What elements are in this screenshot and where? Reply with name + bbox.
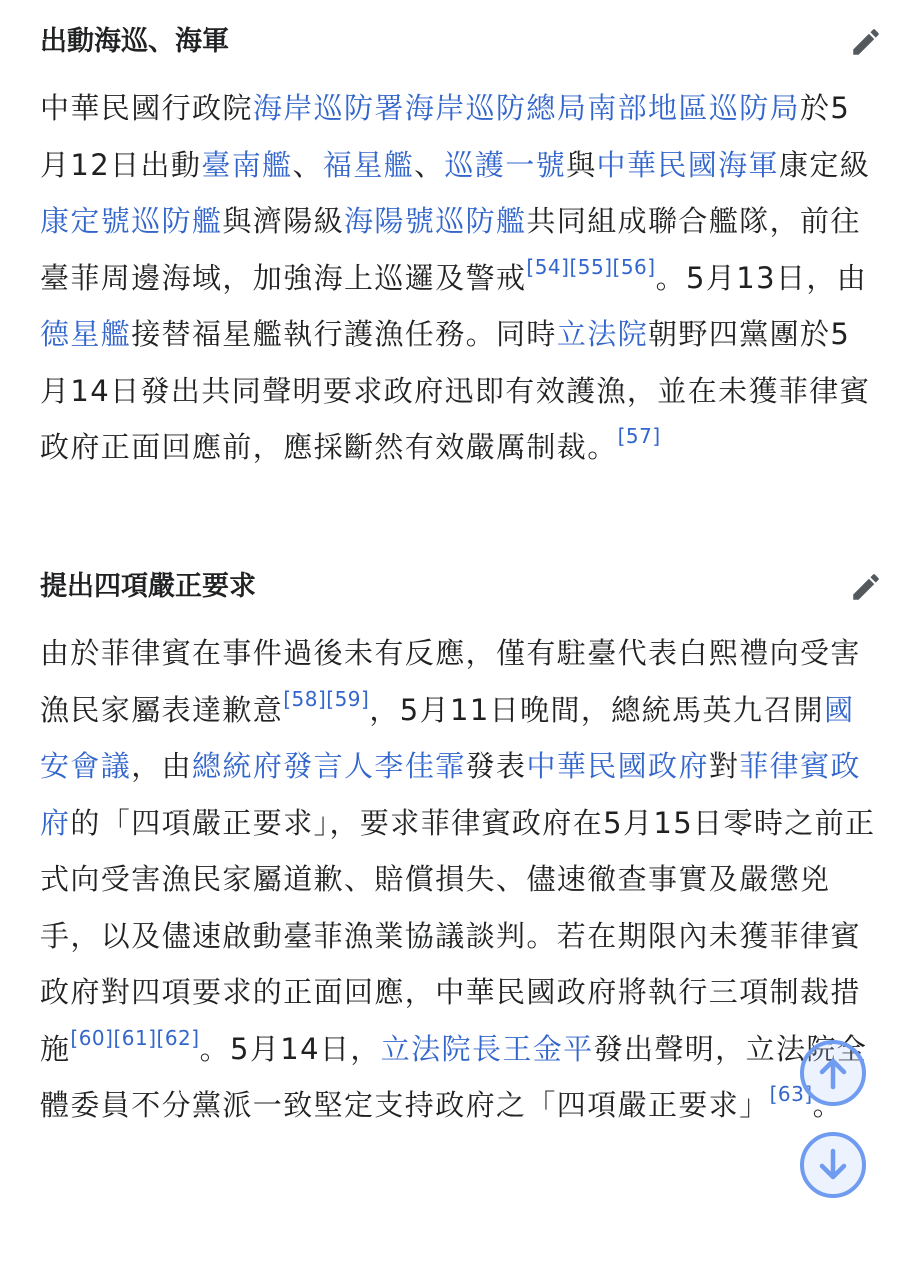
- reference-link[interactable]: [56]: [612, 254, 656, 279]
- paragraph-text: 發出聲明，立法院全體委員不分黨派一致堅定支持政府之「四項嚴正要求」: [40, 1031, 868, 1122]
- article-link[interactable]: 德星艦: [40, 317, 132, 351]
- section-paragraph: [40, 625, 878, 1134]
- article-link[interactable]: 立法院: [556, 317, 649, 351]
- article-link[interactable]: 國安會議: [40, 692, 855, 783]
- paragraph-text: 共同組成聯合艦隊，前往臺菲周邊海域，加強海上巡邏及警戒: [40, 204, 861, 295]
- article-link[interactable]: 海陽號巡防艦: [344, 204, 527, 238]
- article-link[interactable]: 立法院長王金平: [380, 1031, 594, 1066]
- section-deploy-coast-guard: [40, 22, 878, 476]
- article-link[interactable]: 康定號巡防艦: [40, 204, 223, 238]
- article-link[interactable]: 總統府發言人李佳霏: [192, 749, 466, 783]
- reference-link[interactable]: [57]: [617, 424, 661, 448]
- article-link[interactable]: 菲律賓政府: [40, 749, 861, 840]
- scroll-up-button[interactable]: [800, 1040, 866, 1106]
- paragraph-text: 康定級: [778, 147, 871, 182]
- article-link[interactable]: 福星艦: [322, 147, 415, 182]
- reference-link[interactable]: [62]: [156, 1025, 200, 1050]
- reference-link[interactable]: [63]: [769, 1082, 813, 1106]
- paragraph-text: 於5月12日出動: [40, 91, 851, 182]
- paragraph-text: 對: [708, 749, 740, 783]
- arrow-down-icon: [813, 1145, 853, 1185]
- scroll-down-button[interactable]: [800, 1132, 866, 1198]
- article-link[interactable]: 巡護一號: [444, 147, 567, 182]
- pencil-icon: [849, 25, 883, 59]
- paragraph-text: 、: [414, 147, 445, 182]
- reference-link[interactable]: [59]: [326, 686, 370, 711]
- edit-section-button[interactable]: [844, 20, 888, 64]
- paragraph-text: 接替福星艦執行護漁任務。同時: [131, 317, 557, 351]
- paragraph-text: 朝野四黨團於5月14日發出共同聲明要求政府迅即有效護漁，並在未獲菲律賓政府正面回應前，應採斷然有效嚴厲制裁。: [40, 317, 871, 464]
- reference-link[interactable]: [60]: [70, 1025, 114, 1050]
- article-link[interactable]: 中華民國海軍: [596, 147, 779, 182]
- paragraph-text: 。5月14日，: [199, 1031, 381, 1066]
- section-heading: 出動海巡、海軍: [40, 26, 229, 57]
- article-link[interactable]: 海岸巡防署海岸巡防總局南部地區巡防局: [252, 91, 801, 125]
- edit-section-button[interactable]: [844, 565, 888, 609]
- section-heading: 提出四項嚴正要求: [40, 571, 256, 602]
- arrow-up-icon: [813, 1053, 853, 1093]
- paragraph-text: 。: [812, 1088, 844, 1122]
- paragraph-text: 中華民國行政院: [40, 91, 253, 125]
- article-link[interactable]: 中華民國政府: [526, 749, 709, 783]
- paragraph-text: 發表: [465, 749, 527, 783]
- section-paragraph: [40, 80, 878, 476]
- reference-link[interactable]: [54]: [526, 254, 570, 279]
- reference-link[interactable]: [58]: [283, 686, 327, 711]
- reference-link[interactable]: [55]: [569, 254, 613, 279]
- section-four-demands: [40, 567, 878, 1134]
- reference-link[interactable]: [61]: [113, 1025, 157, 1050]
- paragraph-text: 與: [566, 147, 597, 182]
- pencil-icon: [849, 570, 883, 604]
- paragraph-text: 。5月13日，由: [655, 260, 868, 295]
- paragraph-text: 與濟陽級: [222, 204, 345, 238]
- paragraph-text: 由於菲律賓在事件過後未有反應，僅有駐臺代表白熙禮向受害漁民家屬表達歉意: [40, 636, 861, 727]
- article-link[interactable]: 臺南艦: [201, 147, 293, 182]
- paragraph-text: 的「四項嚴正要求」，要求菲律賓政府在5月15日零時之前正式向受害漁民家屬道歉、賠償損失、儘速徹查事實及嚴懲兇手，以及儘速啟動臺菲漁業協議談判。若在期限內未獲菲律賓政府對四項要求的正面回應，中華民國政府將執行三項制裁措施: [40, 805, 876, 1066]
- paragraph-text: ，5月11日晚間，總統馬英九召開: [369, 692, 825, 727]
- paragraph-text: ，由: [131, 749, 193, 783]
- paragraph-text: 、: [292, 147, 323, 182]
